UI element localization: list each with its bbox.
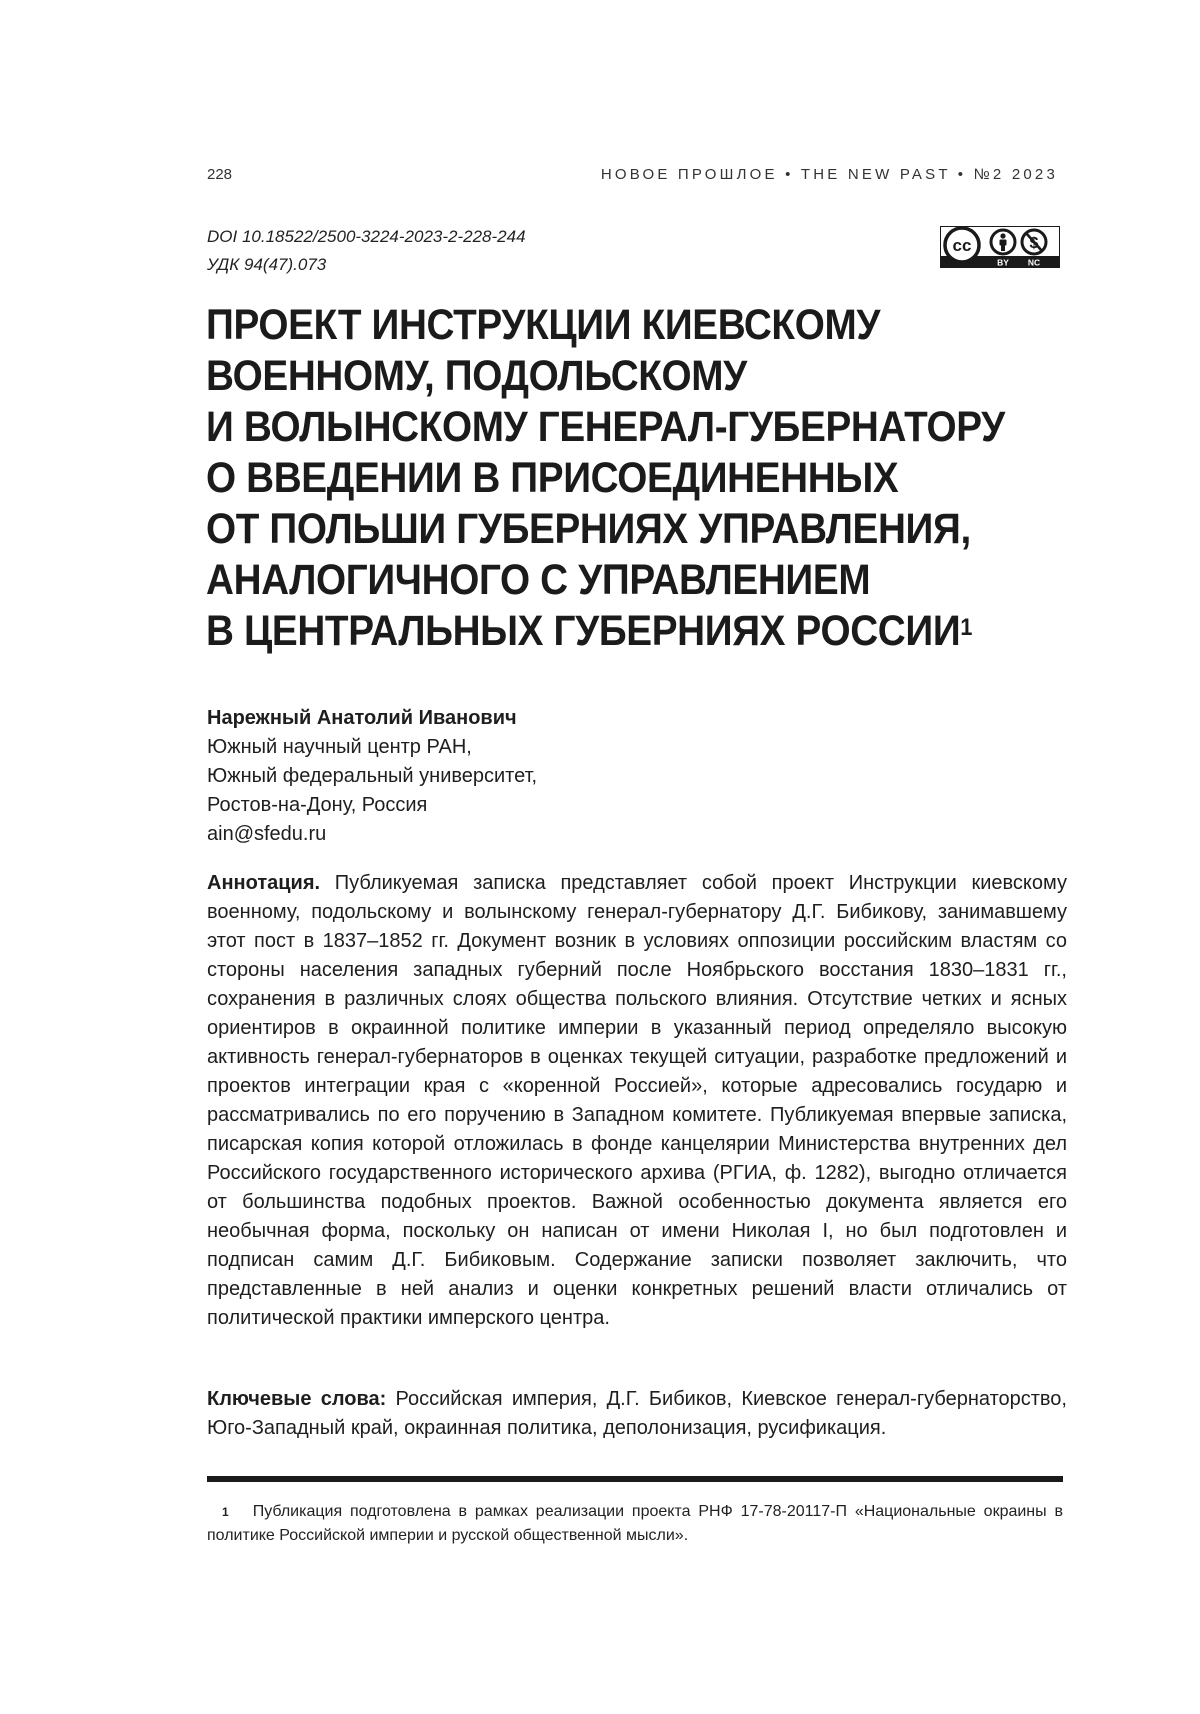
title-line: ВОЕННОМУ, ПОДОЛЬСКОМУ — [206, 351, 998, 402]
page-number: 228 — [207, 166, 232, 183]
journal-title: НОВОЕ ПРОШЛОЕ • THE NEW PAST • №2 2023 — [601, 166, 1058, 183]
cc-icon — [945, 228, 979, 262]
title-line: ОТ ПОЛЬШИ ГУБЕРНИЯХ УПРАВЛЕНИЯ, — [206, 504, 998, 555]
by-label: BY — [997, 258, 1009, 268]
svg-text:cc: cc — [953, 236, 972, 255]
author-block — [207, 704, 537, 849]
keywords — [207, 1385, 1067, 1443]
running-head — [207, 166, 1058, 183]
abstract-label: Аннотация. — [207, 872, 320, 894]
article-identifiers — [207, 223, 526, 279]
article-title — [206, 300, 998, 657]
author-affiliation: Южный федеральный университет, — [207, 762, 537, 791]
doi[interactable]: DOI 10.18522/2500-3224-2023-2-228-244 — [207, 223, 526, 251]
title-line: ПРОЕКТ ИНСТРУКЦИИ КИЕВСКОМУ — [206, 300, 998, 351]
footnote — [207, 1500, 1063, 1548]
author-email[interactable]: ain@sfedu.ru — [207, 820, 537, 849]
udk: УДК 94(47).073 — [207, 251, 526, 279]
title-line: И ВОЛЫНСКОМУ ГЕНЕРАЛ-ГУБЕРНАТОРУ — [206, 402, 998, 453]
author-location: Ростов-на-Дону, Россия — [207, 791, 537, 820]
attribution-icon — [991, 230, 1015, 254]
title-line: О ВВЕДЕНИИ В ПРИСОЕДИНЕННЫХ — [206, 453, 998, 504]
abstract-text: Публикуемая записка представляет собой проект Инструкции киевскому военному, подольскому и волынскому генерал-губернатору Д.Г. Бибикову, занимавшему этот пост в 1837–1852 гг. Документ возник в условиях оппозиции российским властям со стороны населения западных губерний после Ноябрьского восстания 1830–1831 гг., сохранения в различных слоях общества польского влияния. Отсутствие четких и ясных ориентиров в окраинной политике империи в указанный период определяло высокую активность генерал-губернаторов в оценках текущей ситуации, разработке предложений и проектов интеграции края с «коренной Россией», которые адресовались государю и рассматривались по его поручению в Западном комитете. Публикуемая впервые записка, писарская копия которой отложилась в фонде канцелярии Министерства внутренних дел Российского государственного исторического архива (РГИА, ф. 1282), выгодно отличается от большинства подобных проектов. Важной особенностью документа является его необычная форма, поскольку он написан от имени Николая I, но был подготовлен и подписан самим Д.Г. Бибиковым. Содержание записки позволяет заключить, что представленные в ней анализ и оценки конкретных решений власти отличались от политической практики имперского центра. — [207, 872, 1067, 1329]
article-page — [0, 0, 1200, 1714]
keywords-text: Российская империя, Д.Г. Бибиков, Киевское генерал-губернаторство, Юго-Западный край, окраинная политика, деполонизация, русификация. — [207, 1388, 1067, 1439]
author-name: Нарежный Анатолий Иванович — [207, 704, 537, 733]
keywords-label: Ключевые слова: — [207, 1388, 386, 1410]
footnote-divider — [207, 1476, 1063, 1482]
footnote-mark: 1 — [222, 1505, 229, 1519]
author-affiliation: Южный научный центр РАН, — [207, 733, 537, 762]
title-footnote-mark[interactable]: 1 — [960, 614, 972, 641]
title-line: АНАЛОГИЧНОГО С УПРАВЛЕНИЕМ — [206, 555, 998, 606]
noncommercial-icon — [1022, 230, 1046, 254]
nc-label: NC — [1028, 258, 1040, 268]
cc-by-nc-license-badge[interactable] — [940, 226, 1060, 268]
footnote-text: Публикация подготовлена в рамках реализации проекта РНФ 17-78-20117-П «Национальные окраины в политике Российской империи и русской общественной мысли». — [207, 1503, 1063, 1544]
abstract — [207, 869, 1067, 1333]
title-line-last — [206, 606, 998, 657]
title-line-text: В ЦЕНТРАЛЬНЫХ ГУБЕРНИЯХ РОССИИ — [206, 607, 960, 655]
